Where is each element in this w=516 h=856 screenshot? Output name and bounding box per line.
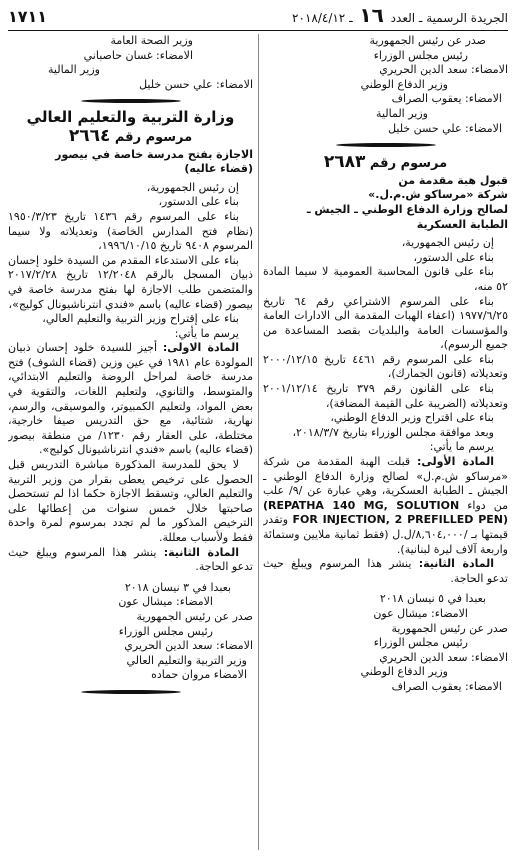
- signature-line: وزير المالية: [376, 106, 428, 120]
- article-text: ينشر هذا المرسوم ويبلغ حيث تدعو الحاجة.: [8, 545, 253, 574]
- signature-line: الامضاء: سعد الدين الحريري: [124, 639, 253, 653]
- date-line: بعبدا في ٣ نيسان ٢٠١٨: [124, 580, 231, 594]
- section-divider: [263, 139, 508, 151]
- signature-line: الامضاء: ميشال عون: [118, 595, 213, 609]
- preamble-line: بناء على إقتراح وزير التربية والتعليم العالي،: [42, 312, 239, 326]
- preamble-line: بناء على المرسوم رقم ٤٤٦١ تاريخ ٢٠٠٠/١٢/١٥ وتعديلاته (قانون الجمارك)،: [263, 352, 508, 381]
- preamble-line: بناء على الاستدعاء المقدم من السيدة خلود إحسان ذبيان المسجل بالرقم ١٢/٢٠٤٨ تاريخ ٢٠١٧/٢/٢٨ والمتضمن طلب الاجازة لها بفتح مدرسة خاصة في بيصور (قضاء عاليه) باسم «فندي انترناشيونال كوليج»،: [8, 253, 253, 311]
- preamble-line: بناء على قانون المحاسبة العمومية لا سيما المادة ٥٢ منه،: [263, 265, 508, 293]
- decree-subject-line: شركة «مرساكو ش.م.ل.»: [368, 188, 508, 202]
- article-2: [8, 546, 253, 575]
- article-label: المادة الأولى:: [416, 455, 494, 469]
- article-1-continuation: لا يحق للمدرسة المذكورة مباشرة التدريس قبل الحصول على ترخيص يعطى بقرار من وزير التربية والتعليم العالي، وتسقط الاجازة حكما اذا لم تستحصل صاحبتها خلال خمس سنوات من إعطائها على الترخيص المذكور ما لم تجدد بمرسوم لمرة واحدة فقط ولأسباب معللة.: [8, 458, 253, 544]
- article-text: قبلت الهبة المقدمة من شركة «مرساكو ش.م.ل» لصالح وزارة الدفاع الوطني ـ الجيش ـ الطبابة العسكرية، وهي عبارة عن /٩/ علب من دواء: [263, 455, 508, 512]
- decree-number: ٢٦٨٣: [323, 152, 366, 173]
- preamble-line: بناء على القانون رقم ٣٧٩ تاريخ ٢٠٠١/١٢/١٤ وتعديلاته (الضريبة على القيمة المضافة)،: [263, 382, 508, 410]
- signature-line: الامضاء: يعقوب الصراف: [391, 92, 502, 106]
- article-label: المادة الاولى:: [162, 341, 239, 355]
- signature-line: وزير الدفاع الوطني: [360, 665, 448, 679]
- signature-line: الامضاء: سعد الدين الحريري: [379, 63, 508, 77]
- signature-line: الامضاء: سعد الدين الحريري: [379, 650, 508, 664]
- date-line: بعبدا في ٥ نيسان ٢٠١٨: [379, 592, 486, 606]
- signature-line: صدر عن رئيس الجمهورية: [369, 34, 486, 47]
- preamble-line: إن رئيس الجمهورية،: [146, 180, 239, 194]
- preamble-line: بناء على الدستور،: [158, 195, 239, 209]
- section-divider: [8, 686, 253, 698]
- preamble-line: بناء على المرسوم الاشتراعي رقم ٦٤ تاريخ ١٩٧٧/٦/٢٥ (اعفاء الهبات المقدمة الى الادارات العامة والمؤسسات العامة والبلديات بقصد المساعدة من جميع الرسوم)،: [263, 294, 508, 352]
- decree-label: مرسوم رقم: [114, 129, 193, 145]
- signature-line: الامضاء: ميشال عون: [373, 606, 468, 620]
- right-column: [263, 34, 508, 850]
- page-number: ١٧١١: [8, 6, 48, 26]
- signature-line: الامضاء: غسان حاصباني: [83, 48, 193, 62]
- header-title-prefix: الجريدة الرسمية ـ العدد: [390, 11, 508, 26]
- signature-line: صدر عن رئيس الجمهورية: [136, 609, 253, 623]
- drug-name: (REPATHA 140 MG, SOLUTION FOR INJECTION, 2 PREFILLED PEN): [263, 498, 508, 527]
- column-separator: [258, 34, 259, 850]
- decree-subject-line: الطبابة العسكرية: [416, 217, 508, 231]
- section-divider: [8, 95, 253, 107]
- header-title: [292, 3, 508, 28]
- article-text: ينشر هذا المرسوم ويبلغ حيث تدعو الحاجة.: [263, 557, 508, 585]
- left-column: [8, 34, 253, 850]
- decree-subject-line: قبول هبة مقدمة من: [398, 173, 508, 187]
- decree-subject-line: (قضاء عاليه): [184, 162, 253, 176]
- signature-line: رئيس مجلس الوزراء: [118, 624, 213, 638]
- ministry-heading: وزارة التربية والتعليم العالي: [26, 108, 235, 127]
- signature-line: الامضاء مروان حماده: [151, 668, 247, 682]
- signature-line: صدر عن رئيس الجمهورية: [391, 621, 508, 635]
- signature-line: وزير التربية والتعليم العالي: [126, 653, 247, 667]
- decree-subject-line: الاجازة بفتح مدرسة خاصة في بيصور: [55, 147, 253, 161]
- article-2: [263, 557, 508, 586]
- preamble-line: إن رئيس الجمهورية،: [401, 236, 494, 250]
- preamble-line: بناء على الدستور،: [413, 250, 494, 264]
- signature-line: الامضاء: يعقوب الصراف: [391, 679, 502, 693]
- signature-line: رئيس مجلس الوزراء: [373, 48, 468, 62]
- decree-heading: [8, 125, 253, 146]
- preamble-line: يرسم ما يأتي:: [429, 440, 494, 454]
- signature-line: رئيس مجلس الوزراء: [373, 636, 468, 650]
- signature-line: وزير الدفاع الوطني: [360, 77, 448, 91]
- article-text: أجيز للسيدة خلود إحسان ذبيان المولودة عام ١٩٨١ في عين وزين (قضاء الشوف) فتح مدرسة خاصة لمراحل الروضة والتعليم الابتدائي، والمتوسط، والثانوي، ولتعليم اللغات، والتقوية في بعض المواد، ولتعليم الكمبيوتر، والموسيقى، والرسم، نهارية، شتائية، مع حق التدريس صيفا خارجية، مختلطة، على العقار رقم ١٢٣٠/ من منطقة بيصور (قضاء عاليه) باسم «فندي انترناشيونال كوليج».: [8, 341, 253, 457]
- issue-number: ١٦: [359, 3, 384, 28]
- signature-line: الامضاء: علي حسن خليل: [139, 77, 253, 91]
- signature-line: وزير الصحة العامة: [110, 34, 193, 47]
- issue-date: ـ ٢٠١٨/٤/١٢: [292, 11, 353, 26]
- article-text: وتقدر قيمتها بـ /٨,٦٠٤,٠٠٠/ل.ل (فقط ثمانية ملايين وستمائة واربعة آلاف ليرة لبنانية).: [263, 513, 508, 556]
- signature-line: وزير المالية: [48, 63, 100, 77]
- decree-heading: [263, 152, 508, 173]
- article-label: المادة الثانية:: [418, 557, 494, 571]
- decree-subject-line: لصالح وزارة الدفاع الوطني ـ الجيش ـ: [306, 202, 508, 216]
- preamble-line: يرسم ما يأتي:: [174, 326, 239, 340]
- article-1: [263, 455, 508, 557]
- preamble-line: وبعد موافقة مجلس الوزراء بتاريخ ٢٠١٨/٣/٧،: [292, 425, 494, 439]
- article-1: [8, 341, 253, 458]
- page-header: [8, 4, 508, 31]
- signature-line: الامضاء: علي حسن خليل: [388, 121, 502, 135]
- decree-number: ٢٦٦٤: [68, 125, 111, 146]
- preamble-line: بناء على المرسوم رقم ١٤٣٦ تاريخ ١٩٥٠/٣/٢٣ (نظام فتح المدارس الخاصة) وتعديلاته ولا سيما المرسوم ٩٤٠٨ تاريخ ١٩٩٦/١٠/١٥،: [8, 209, 253, 253]
- decree-label: مرسوم رقم: [369, 156, 448, 172]
- preamble-line: بناء على اقتراح وزير الدفاع الوطني،: [330, 411, 494, 425]
- article-label: المادة الثانية:: [163, 545, 239, 559]
